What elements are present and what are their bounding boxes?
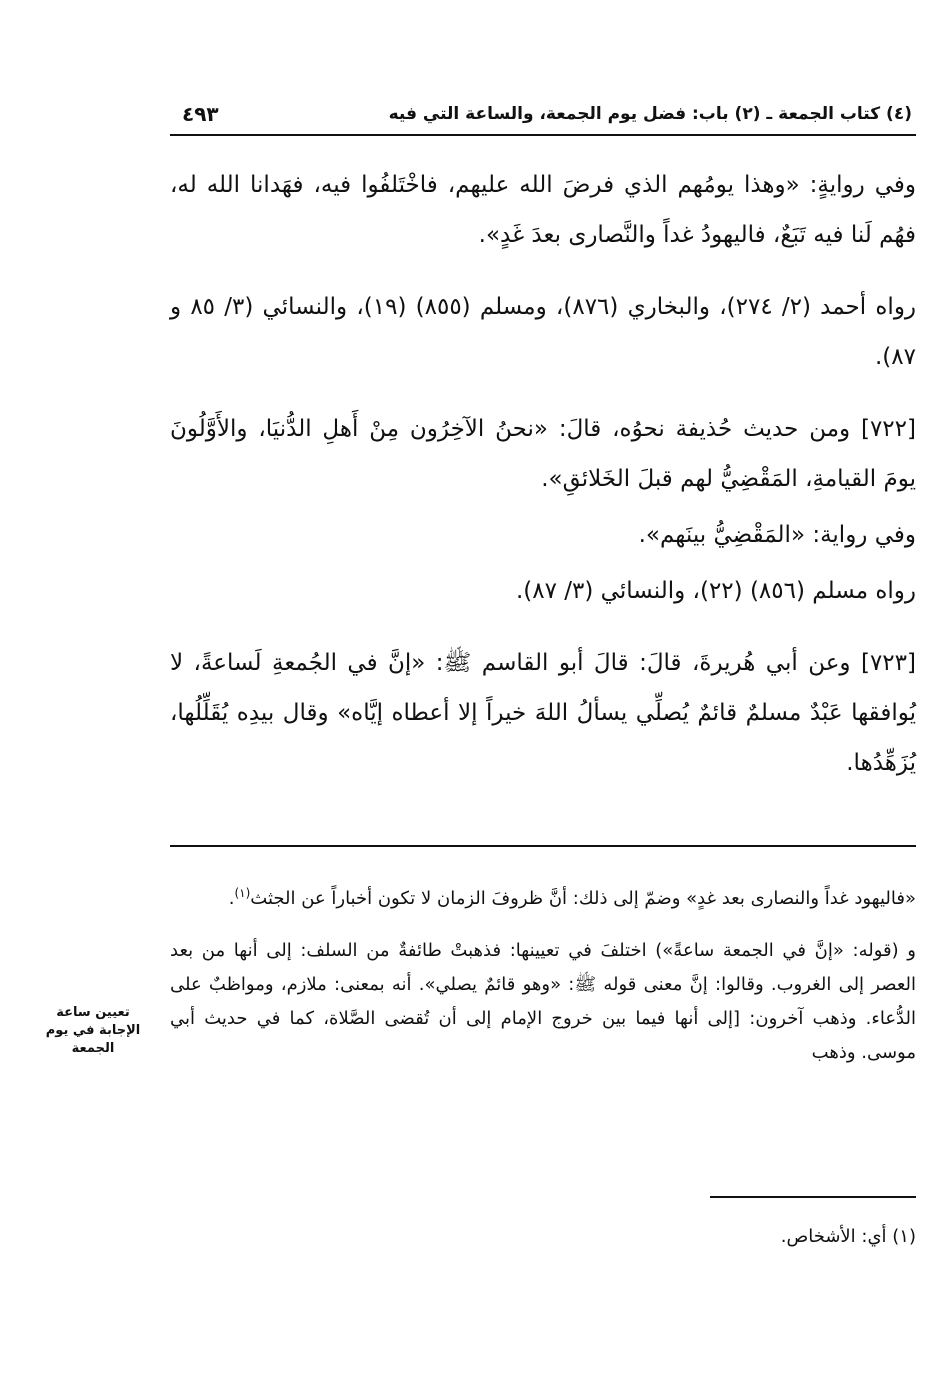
- margin-note-line: الإجابة في يوم: [45, 1023, 141, 1038]
- narration-paragraph: وفي روايةٍ: «وهذا يومُهم الذي فرضَ الله عليهم، فاخْتَلفُوا فيه، فهَدانا الله له، فهُم لَنا فيه تَبَعٌ، فاليهودُ غداً والنَّصارى بعدَ غَدٍ».: [170, 172, 916, 248]
- page-number: ٤٩٣: [182, 102, 219, 126]
- hadith-723-paragraph: [٧٢٣] وعن أبي هُريرةَ، قالَ: قالَ أبو القاسم ﷺ: «إنَّ في الجُمعةِ لَساعةً، لا يُوافقها عَبْدٌ مسلمٌ قائمٌ يُصلِّي يسألُ اللهَ خيراً إلا أعطاه إيَّاه» وقال بيدِه يُقَلِّلُها، يُزَهِّدُها.: [170, 650, 916, 776]
- hadith-722-paragraph: [٧٢٢] ومن حديث حُذيفة نحوُه، قالَ: «نحنُ الآخِرُون مِنْ أَهلِ الدُّنيَا، والأَوَّلُونَ يومَ القيامةِ، المَقْضِيُّ لهم قبلَ الخَلائقِ».: [170, 416, 916, 492]
- commentary-text-end: .: [228, 888, 235, 909]
- chapter-title: (٤) كتاب الجمعة ـ (٢) باب: فضل يوم الجمعة، والساعة التي فيه: [388, 104, 912, 124]
- commentary-divider: [170, 845, 916, 847]
- margin-note: [18, 1004, 168, 1058]
- commentary-text: [170, 882, 916, 1070]
- commentary-text-span: «فاليهود غداً والنصارى بعد غدٍ» وضمّ إلى ذلك: أنَّ ظروفَ الزمان لا تكون أخباراً عن الجثث: [250, 888, 916, 909]
- citation-paragraph: رواه أحمد (٢/ ٢٧٤)، والبخاري (٨٧٦)، ومسلم (٨٥٥) (١٩)، والنسائي (٣/ ٨٥ و ٨٧).: [170, 294, 917, 370]
- margin-note-line: الجمعة: [71, 1041, 115, 1056]
- running-header: [170, 100, 916, 134]
- margin-note-line: تعيين ساعة: [56, 1005, 130, 1020]
- narration-paragraph: وفي رواية: «المَقْضِيُّ بينَهم».: [638, 522, 916, 548]
- footnote-reference[interactable]: (١): [234, 886, 251, 900]
- footnote: (١) أي: الأشخاص.: [780, 1226, 916, 1247]
- citation-paragraph: رواه مسلم (٨٥٦) (٢٢)، والنسائي (٣/ ٨٧).: [515, 578, 916, 604]
- main-text: [170, 160, 916, 788]
- commentary-paragraph: و (قوله: «إنَّ في الجمعة ساعةً») اختلفَ في تعيينها: فذهبتْ طائفةٌ من السلف: إلى أنها من بعد العصر إلى الغروب. وقالوا: إنَّ معنى قوله ﷺ: «وهو قائمٌ يصلي». أنه بمعنى: ملازم، ومواظبٌ على الدُّعاء. وذهب آخرون: [إلى أنها فيما بين خروج الإمام إلى أن تُقضى الصَّلاة، كما في حديث أبي موسى. وذهب: [170, 940, 916, 1063]
- footnote-divider: [710, 1196, 916, 1198]
- header-divider: [170, 134, 916, 136]
- commentary-paragraph: [170, 882, 916, 916]
